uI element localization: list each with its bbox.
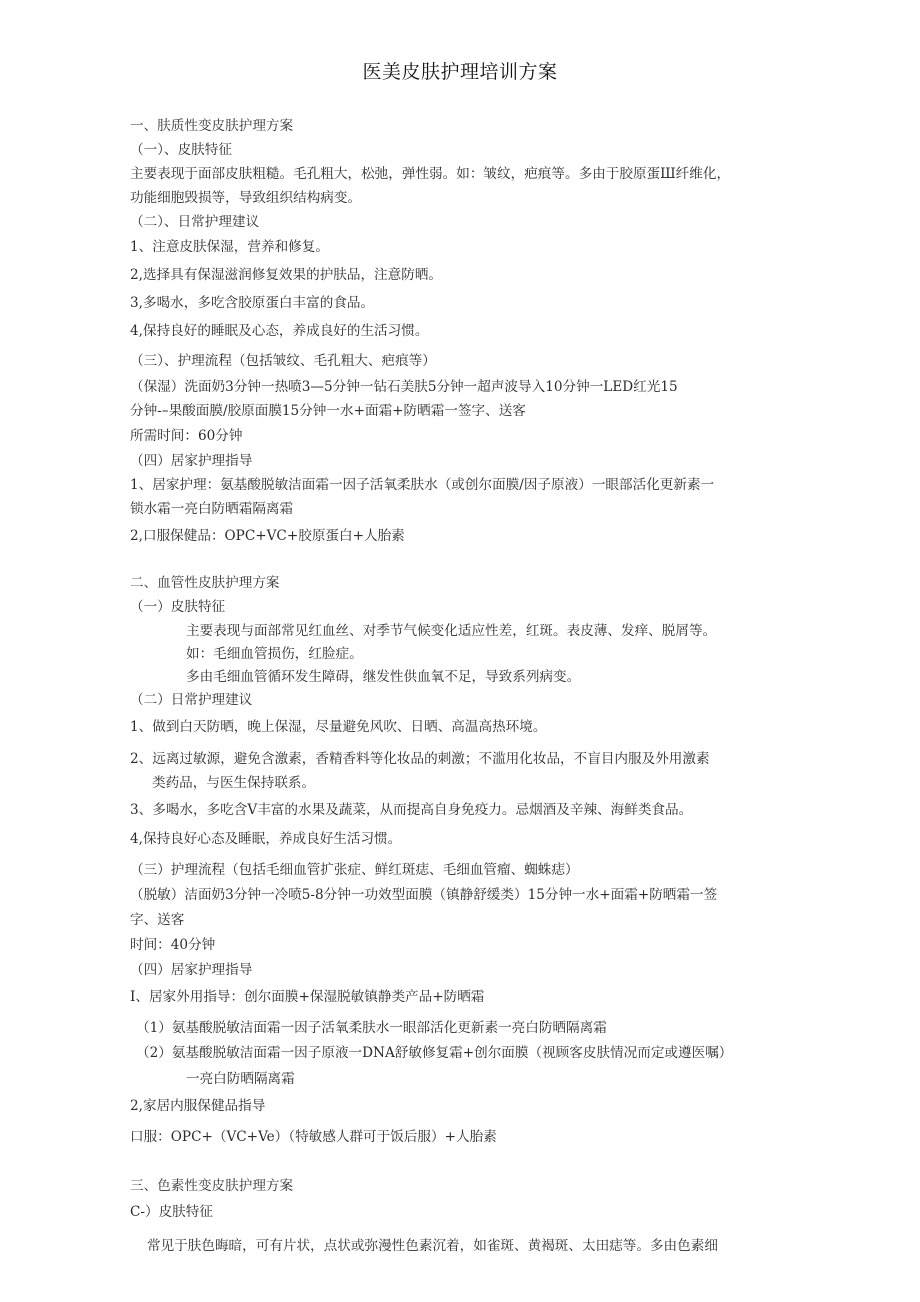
subheading: C-）皮肤特征 bbox=[130, 1204, 213, 1220]
paragraph-line: 锁水霜一亮白防晒霜隔离霜 bbox=[130, 501, 294, 517]
list-item: 2,口服保健品：OPC+VC+胶原蛋白+人胎素 bbox=[130, 528, 405, 544]
paragraph-line: （保湿）洗面奶3分钟一热喷3—5分钟一钻石美肤5分钟一超声波导入10分钟一LED红光15 bbox=[130, 379, 678, 395]
paragraph-line: 一亮白防晒隔离霜 bbox=[186, 1071, 295, 1087]
subheading: （一）、皮肤特征 bbox=[130, 142, 232, 158]
paragraph-line: 多由毛细血管循环发生障碍，继发性供血氧不足，导致系列病变。 bbox=[186, 669, 581, 685]
paragraph-line: 字、送客 bbox=[130, 912, 185, 928]
subheading: （四）居家护理指导 bbox=[130, 453, 253, 469]
list-item: 4,保持良好的睡眠及心态，养成良好的生活习惯。 bbox=[130, 323, 429, 339]
list-item: 1、注意皮肤保湿，营养和修复。 bbox=[130, 239, 329, 255]
subheading: （三）护理流程（包括毛细血管扩张症、鲜红斑痣、毛细血管瘤、蜘蛛痣） bbox=[130, 862, 579, 878]
document-title: 医美皮肤护理培训方案 bbox=[362, 61, 558, 83]
list-item: （1）氨基酸脱敏洁面霜一因子活氧柔肤水一眼部活化更新素一亮白防晒隔离霜 bbox=[136, 1020, 607, 1036]
list-item: 3,多喝水，多吃含胶原蛋白丰富的食品。 bbox=[130, 295, 375, 311]
section-heading-3: 三、色素性变皮肤护理方案 bbox=[130, 1178, 294, 1194]
paragraph-line: 功能细胞毁损等，导致组织结构病变。 bbox=[130, 190, 362, 206]
paragraph-line: 主要表现与面部常见红血丝、对季节气候变化适应性差，红斑。表皮薄、发痒、脱屑等。 bbox=[186, 623, 717, 639]
list-item: 1、居家护理：氨基酸脱敏洁面霜一因子活氧柔肤水（或创尔面膜/因子原液）一眼部活化更新素一 bbox=[130, 477, 715, 493]
subheading: （三）、护理流程（包括皱纹、毛孔粗大、疤痕等） bbox=[130, 353, 436, 369]
list-item: （2）氨基酸脱敏洁面霜一因子原液一DNA舒敏修复霜+创尔面膜（视顾客皮肤情况而定或遵医嘱） bbox=[136, 1045, 733, 1061]
paragraph-line: 口服：OPC+（VC+Ve）（特敏感人群可于饭后服）+人胎素 bbox=[130, 1129, 497, 1145]
subheading: （四）居家护理指导 bbox=[130, 962, 253, 978]
paragraph-line: 时间：40分钟 bbox=[130, 937, 216, 953]
list-item: I、居家外用指导：创尔面膜+保湿脱敏镇静类产品+防晒霜 bbox=[130, 989, 485, 1005]
paragraph-line: 如：毛细血管损伤，红脸症。 bbox=[186, 646, 363, 662]
subheading: （二）、日常护理建议 bbox=[130, 214, 260, 230]
list-item: 2,家居内服保健品指导 bbox=[130, 1098, 266, 1114]
paragraph-line: 分钟-–果酸面膜/胶原面膜15分钟一水+面霜+防晒霜一签字、送客 bbox=[130, 403, 526, 419]
section-heading-1: 一、肤质性变皮肤护理方案 bbox=[130, 118, 294, 134]
paragraph-line: 常见于肤色晦暗，可有片状，点状或弥漫性色素沉着，如雀斑、黄褐斑、太田痣等。多由色素细 bbox=[147, 1238, 718, 1254]
subheading: （一）皮肤特征 bbox=[130, 599, 226, 615]
paragraph-line: 主要表现于面部皮肤粗糙。毛孔粗大，松弛，弹性弱。如：皱纹，疤痕等。多由于胶原蛋Ш纤维化， bbox=[130, 166, 731, 182]
list-item: 2、远离过敏源，避免含激素，香精香料等化妆品的刺激；不滥用化妆品，不盲目内服及外用激素 bbox=[130, 751, 710, 767]
list-item: 4,保持良好心态及睡眠，养成良好生活习惯。 bbox=[130, 831, 402, 847]
subheading: （二）日常护理建议 bbox=[130, 692, 253, 708]
paragraph-line: 所需时间：60分钟 bbox=[130, 428, 243, 444]
list-item: 3、多喝水，多吃含V丰富的水果及蔬菜，从而提高自身免疫力。忌烟酒及辛辣、海鲜类食品。 bbox=[130, 802, 693, 818]
paragraph-line: 类药品，与医生保持联系。 bbox=[152, 775, 316, 791]
list-item: 1、做到白天防晒，晚上保湿，尽量避免风吹、日晒、高温高热环境。 bbox=[130, 719, 547, 735]
section-heading-2: 二、血管性皮肤护理方案 bbox=[130, 575, 280, 591]
list-item: 2,选择具有保湿滋润修复效果的护肤品，注意防晒。 bbox=[130, 267, 443, 283]
paragraph-line: （脱敏）洁面奶3分钟一冷喷5-8分钟一功效型面膜（镇静舒缓类）15分钟一水+面霜+防晒霜一签 bbox=[130, 887, 718, 903]
